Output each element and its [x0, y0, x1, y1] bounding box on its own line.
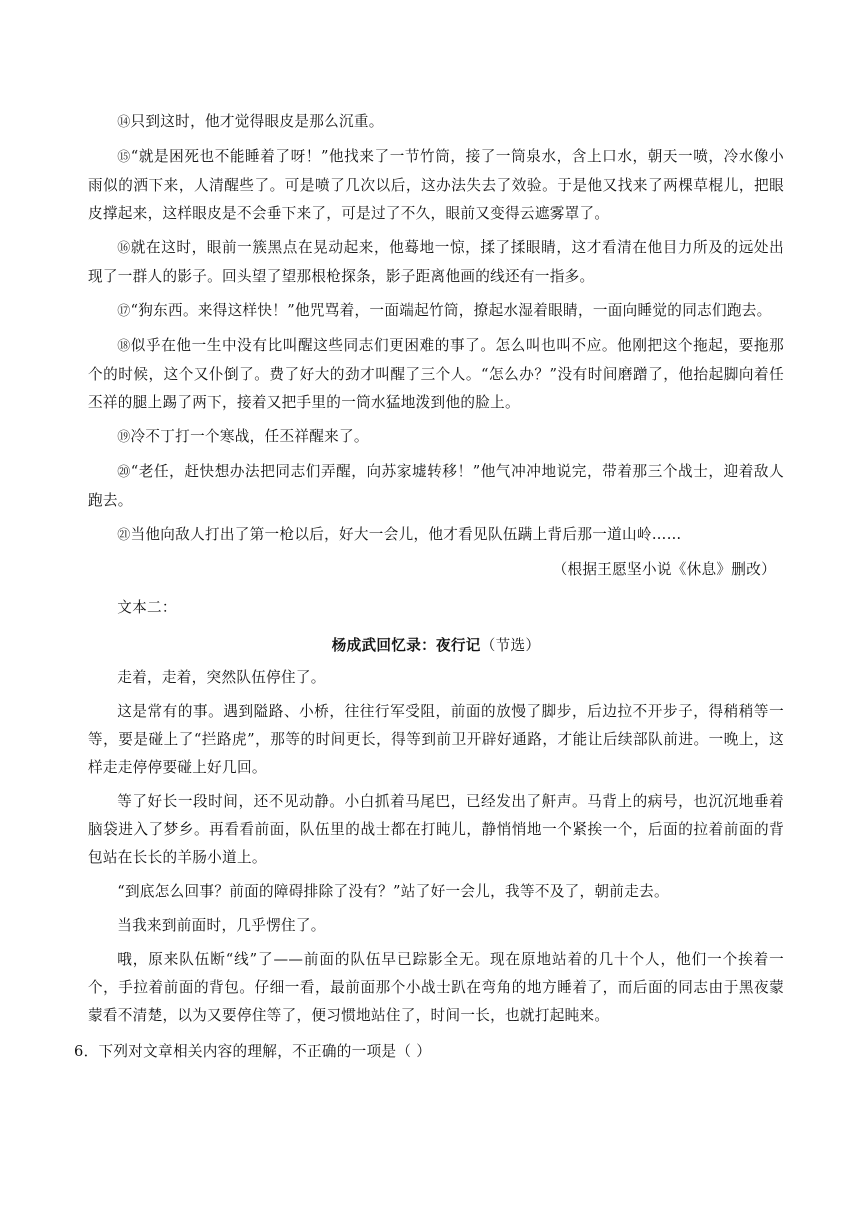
paragraph-number: ⑰: [117, 304, 131, 319]
paragraph-text: 只到这时，他才觉得眼皮是那么沉重。: [130, 113, 384, 130]
text2-paragraph: 这是常有的事。遇到隘路、小桥，往往行军受阻，前面的放慢了脚步，后边拉不开步子，得稍稍等一等，要是碰上了“拦路虎”，那等的时间更长，得等到前卫开辟好通路，才能让后续部队前进。一晚上，这样走走停停要碰上好几回。: [88, 703, 784, 776]
paragraph-number: ⑱: [117, 339, 131, 354]
paragraph-text: “老任，赶快想办法把同志们弄醒，向苏家墟转移！”他气冲冲地说完，带着那三个战士，迎着敌人跑去。: [88, 463, 784, 509]
paragraph-number: ㉑: [117, 528, 131, 543]
text2-paragraph: 等了好长一段时间，还不见动静。小白抓着马尾巴，已经发出了鼾声。马背上的病号，也沉沉地垂着脑袋进入了梦乡。再看看前面，队伍里的战士都在打盹儿，静悄悄地一个紧挨一个，后面的拉着前面的背包站在长长的羊肠小道上。: [88, 793, 784, 866]
text2-label: 文本二：: [117, 599, 177, 616]
source-note: （根据王愿坚小说《休息》删改）: [552, 561, 776, 578]
paragraph-20: [88, 458, 784, 521]
text2-title: [88, 632, 784, 664]
text2-title-main: 杨成武回忆录：夜行记: [331, 637, 481, 654]
text2-title-excerpt: （节选）: [480, 637, 541, 654]
paragraph-number: ⑳: [117, 465, 131, 480]
paragraph-19: [88, 423, 784, 458]
text2-paragraph: “到底怎么回事？前面的障碍排除了没有？”站了好一会儿，我等不及了，朝前走去。: [117, 883, 669, 900]
paragraph-15: [88, 143, 784, 234]
text2-paragraph: 哦，原来队伍断“线”了——前面的队伍早已踪影全无。现在原地站着的几十个人，他们一个挨着一个，手拉着前面的背包。仔细一看，最前面那个小战士趴在弯角的地方睡着了，而后面的同志由于黑夜蒙蒙看不清楚，以为又要停住等了，便习惯地站住了，时间一长，也就打起盹来。: [88, 951, 784, 1024]
paragraph-number: ⑲: [117, 430, 131, 445]
paragraph-14: [88, 108, 784, 143]
paragraph-17: [88, 297, 784, 332]
paragraph-16: [88, 234, 784, 297]
paragraph-number: ⑮: [117, 150, 131, 165]
paragraph-text: 就在这时，眼前一簇黑点在晃动起来，他蓦地一惊，揉了揉眼睛，这才看清在他目力所及的远处出现了一群人的影子。回头望了望那根枪探条，影子距离他画的线还有一指多。: [88, 239, 784, 285]
paragraph-text: 冷不丁打一个寒战，任丕祥醒来了。: [130, 428, 369, 445]
paragraph-number: ⑯: [117, 241, 131, 256]
paragraph-18: [88, 332, 784, 423]
paragraph-21: [88, 521, 784, 556]
question-6: 6．下列对文章相关内容的理解，不正确的一项是（ ）: [74, 1043, 432, 1060]
text2-section: [88, 594, 784, 1036]
paragraph-text: “狗东西。来得这样快！”他咒骂着，一面端起竹筒，撩起水湿着眼睛，一面向睡觉的同志们跑去。: [130, 302, 772, 319]
paragraph-text: 似乎在他一生中没有比叫醒这些同志们更困难的事了。怎么叫也叫不应。他刚把这个拖起，要拖那个的时候，这个又仆倒了。费了好大的劲才叫醒了三个人。“怎么办？”没有时间磨蹭了，他抬起脚向着任丕祥的腿上踢了两下，接着又把手里的一筒水猛地泼到他的脸上。: [88, 337, 784, 411]
paragraph-number: ⑭: [117, 115, 131, 130]
paragraph-text: 当他向敌人打出了第一枪以后，好大一会儿，他才看见队伍蹒上背后那一道山岭……: [130, 526, 682, 543]
text2-paragraph: 走着，走着，突然队伍停住了。: [117, 669, 326, 686]
paragraph-text: “就是困死也不能睡着了呀！”他找来了一节竹筒，接了一筒泉水，含上口水，朝天一喷，冷水像小雨似的洒下来，人清醒些了。可是喷了几次以后，这办法失去了效验。于是他又找来了两棵草棍儿，把眼皮撑起来，这样眼皮是不会垂下来了，可是过了不久，眼前又变得云遮雾罩了。: [88, 148, 784, 222]
document-body: [74, 108, 784, 1072]
text1-section: [88, 108, 784, 590]
text2-paragraph: 当我来到前面时，几乎愣住了。: [117, 917, 326, 934]
